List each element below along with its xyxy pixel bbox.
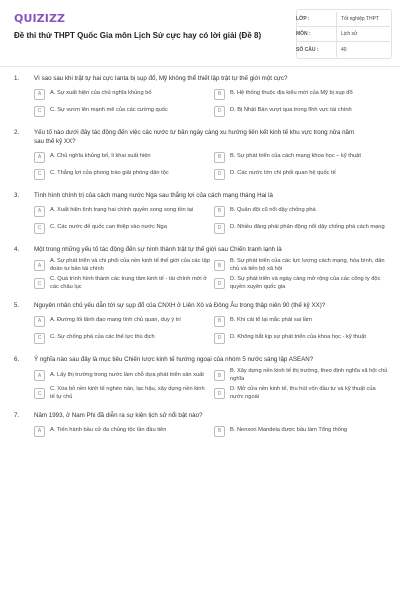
option-text: A. Chủ nghĩa khủng bố, li khai xuất hiện <box>50 153 151 160</box>
option-letter-box[interactable]: D <box>214 333 225 344</box>
option-letter-box[interactable]: C <box>34 223 45 234</box>
answer-option[interactable] <box>214 104 390 118</box>
option-letter-box[interactable]: D <box>214 169 225 180</box>
option-letter-box[interactable]: A <box>34 260 45 271</box>
meta-row <box>296 27 390 42</box>
answer-options <box>14 204 390 235</box>
question-item <box>0 411 400 438</box>
option-letter-box[interactable]: C <box>34 106 45 117</box>
answer-option[interactable] <box>34 204 210 218</box>
option-letter-box[interactable]: C <box>34 388 45 399</box>
option-text: A. Tiến hành bầu cử đa chủng tộc lần đầu tiên <box>50 427 167 434</box>
option-text: B. Xây dựng nền kinh tế thị trường, theo định nghĩa xã hội chủ nghĩa <box>230 368 388 382</box>
answer-option[interactable] <box>214 167 390 181</box>
option-text: C. Sự vươn lên mạnh mẽ của các cường quốc <box>50 107 168 114</box>
question-number: 3. <box>14 192 20 199</box>
option-text: C. Thắng lợi của phong trào giải phóng dân tộc <box>50 170 169 177</box>
answer-option[interactable] <box>214 424 390 438</box>
answer-option[interactable] <box>214 314 390 328</box>
option-text: A. Sự xuất hiện của chủ nghĩa khủng bố <box>50 90 152 97</box>
answer-option[interactable] <box>34 368 210 383</box>
option-letter-box[interactable]: A <box>34 426 45 437</box>
option-text: D. Nhiều đảng phái phản động nổi dậy chống phá cách mạng <box>230 224 385 231</box>
question-number: 4. <box>14 246 20 253</box>
option-text: C. Quá trình hình thành các trung tâm kinh tế - tài chính mới ở các châu lục <box>50 276 207 290</box>
answer-option[interactable] <box>34 314 210 328</box>
answer-option[interactable] <box>34 104 210 118</box>
question-number: 7. <box>14 412 20 419</box>
header-divider <box>0 66 400 67</box>
answer-options <box>14 87 390 118</box>
question-text: Ý nghĩa nào sau đây là mục tiêu Chiến lược kinh tế hướng ngoại của nhóm 5 nước sáng lập ASEAN? <box>34 356 314 363</box>
answer-option[interactable] <box>34 386 210 401</box>
option-text: A. Đường lối lãnh đạo mang tính chủ quan, duy ý trí <box>50 317 181 324</box>
answer-options <box>14 368 390 401</box>
answer-option[interactable] <box>34 221 210 235</box>
worksheet-title: Đề thi thử THPT Quốc Gia môn Lịch Sử cực hay có lời giải (Đề 8) <box>14 31 262 40</box>
option-text: B. Sự phát triển của các lực lượng cách mạng, hòa bình, dân chủ và tiến bộ xã hội <box>230 258 385 272</box>
option-letter-box[interactable]: D <box>214 278 225 289</box>
option-text: B. Hệ thống thuộc địa kiểu mới của Mỹ bị sụp đổ <box>230 90 353 97</box>
option-text: D. Không bắt kịp sự phát triển của khoa học - kỹ thuật <box>230 334 366 341</box>
option-text: D. Bị Nhật Bản vượt qua trong lĩnh vực tài chính <box>230 107 352 114</box>
answer-option[interactable] <box>34 331 210 345</box>
answer-option[interactable] <box>214 368 390 383</box>
answer-option[interactable] <box>214 258 390 273</box>
option-text: C. Các nước đế quốc can thiệp vào nước Nga <box>50 224 167 231</box>
option-letter-box[interactable]: A <box>34 206 45 217</box>
answer-options <box>14 150 390 181</box>
answer-option[interactable] <box>34 258 210 273</box>
option-letter-box[interactable]: B <box>214 370 225 381</box>
option-text: C. Xóa bỏ nền kinh tế nghèo nàn, lạc hậu, xây dựng nền kinh tế tự chủ <box>50 386 205 400</box>
question-text: Nguyên nhân chủ yếu dẫn tới sự sụp đổ của CNXH ở Liên Xô và Đông Âu trong thập niên 90 (thế kỷ XX)? <box>34 302 326 309</box>
option-letter-box[interactable]: C <box>34 333 45 344</box>
answer-option[interactable] <box>34 150 210 164</box>
option-letter-box[interactable]: D <box>214 223 225 234</box>
meta-label: SỐ CÂU : <box>296 46 319 53</box>
answer-options <box>14 314 390 345</box>
option-text: D. Các nước lớn chi phối quan hệ quốc tế <box>230 170 336 177</box>
option-letter-box[interactable]: B <box>214 152 225 163</box>
answer-options <box>14 258 390 291</box>
question-header <box>14 411 390 420</box>
meta-value: Tốt nghiệp THPT <box>336 12 390 26</box>
answer-option[interactable] <box>214 386 390 401</box>
question-list <box>0 74 400 448</box>
option-letter-box[interactable]: B <box>214 426 225 437</box>
answer-option[interactable] <box>34 87 210 101</box>
question-item <box>0 245 400 291</box>
worksheet-header <box>0 0 400 66</box>
option-letter-box[interactable]: B <box>214 206 225 217</box>
option-text: B. Quân đội cũ nổi dậy chống phá <box>230 207 316 214</box>
answer-option[interactable] <box>214 150 390 164</box>
option-letter-box[interactable]: C <box>34 278 45 289</box>
option-text: D. Sự phát triển và ngày càng mở rộng của các công ty độc quyền xuyên quốc gia <box>230 276 381 290</box>
answer-option[interactable] <box>214 276 390 291</box>
meta-row <box>296 42 390 57</box>
option-letter-box[interactable]: A <box>34 152 45 163</box>
meta-value: Lịch sử <box>336 27 390 41</box>
option-text: D. Mở cửa nền kinh tế, thu hút vốn đầu tư và kỹ thuật của nước ngoài <box>230 386 376 400</box>
question-item <box>0 355 400 401</box>
question-header <box>14 245 390 254</box>
question-number: 6. <box>14 356 20 363</box>
meta-row <box>296 12 390 27</box>
option-letter-box[interactable]: B <box>214 316 225 327</box>
option-letter-box[interactable]: A <box>34 370 45 381</box>
answer-option[interactable] <box>34 167 210 181</box>
option-letter-box[interactable]: C <box>34 169 45 180</box>
answer-option[interactable] <box>214 87 390 101</box>
option-text: A. Sự phát triển và chi phối của nền kinh tế thế giới của các tập đoàn tư bản tài chính <box>50 258 210 272</box>
option-letter-box[interactable]: A <box>34 89 45 100</box>
quizizz-logo: QUIZIZZ <box>14 12 66 25</box>
question-text: Tình hình chính trị của cách mạng nước Nga sau thắng lợi của cách mạng tháng Hai là <box>34 192 273 199</box>
question-item <box>0 74 400 118</box>
question-text: Vì sao sau khi trật tự hai cực Ianta bị sụp đổ, Mỹ không thể thiết lập trật tự thế giới một cực? <box>34 75 288 82</box>
meta-label: MÔN : <box>296 31 311 37</box>
question-number: 1. <box>14 75 20 82</box>
question-header <box>14 355 390 364</box>
question-header <box>14 74 390 83</box>
option-text: B. Khi cải tổ lại mắc phải sai lầm <box>230 317 312 324</box>
option-text: A. Lấy thị trường trong nước làm chỗ dựa phát triển sản xuất <box>50 371 204 378</box>
answer-option[interactable] <box>34 424 210 438</box>
option-text: A. Xuất hiện tình trạng hai chính quyền song song tồn tại <box>50 207 194 214</box>
question-item <box>0 128 400 181</box>
question-number: 5. <box>14 302 20 309</box>
option-letter-box[interactable]: B <box>214 260 225 271</box>
question-text: Yếu tố nào dưới đây tác động đến việc các nước tư bản ngày càng xu hướng liên kết kinh tế khu vực trong nửa năm sau thế kỷ XX? <box>34 129 355 145</box>
answer-option[interactable] <box>34 276 210 291</box>
option-text: B. Nenxon Mandela được bầu làm Tổng thống <box>230 427 348 434</box>
question-number: 2. <box>14 129 20 136</box>
option-letter-box[interactable]: A <box>34 316 45 327</box>
option-text: B. Sự phát triển của cách mạng khoa học – kỹ thuật <box>230 153 361 160</box>
question-item <box>0 191 400 235</box>
meta-value: 40 <box>336 42 390 57</box>
question-header <box>14 128 390 146</box>
question-header <box>14 301 390 310</box>
meta-table <box>296 12 390 57</box>
question-item <box>0 301 400 345</box>
option-letter-box[interactable]: B <box>214 89 225 100</box>
meta-label: LỚP : <box>296 16 310 22</box>
question-text: Năm 1993, ở Nam Phi đã diễn ra sự kiện lịch sử nổi bật nào? <box>34 412 203 419</box>
option-letter-box[interactable]: D <box>214 106 225 117</box>
option-text: C. Sự chống phá của các thế lực thù địch <box>50 334 155 341</box>
answer-option[interactable] <box>214 331 390 345</box>
question-header <box>14 191 390 200</box>
answer-options <box>14 424 390 438</box>
answer-option[interactable] <box>214 221 390 235</box>
option-letter-box[interactable]: D <box>214 388 225 399</box>
answer-option[interactable] <box>214 204 390 218</box>
question-text: Một trong những yếu tố tác động đến sự hình thành trật tự thế giới sau Chiến tranh lạnh là <box>34 246 282 253</box>
